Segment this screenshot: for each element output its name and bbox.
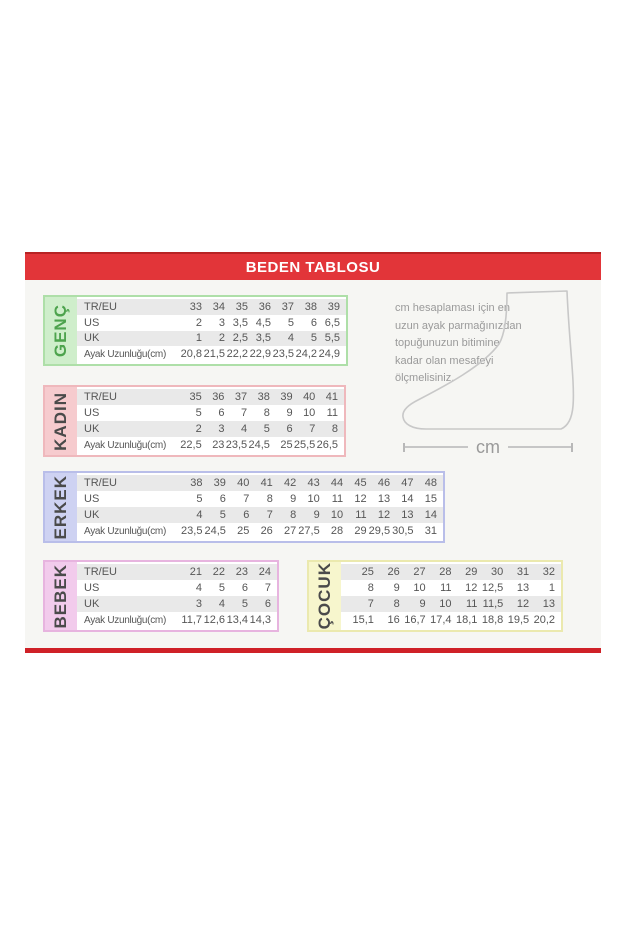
size-value: 7 xyxy=(266,509,273,521)
size-value: 8 xyxy=(266,493,273,505)
size-value: 3 xyxy=(195,598,202,610)
size-value: 39 xyxy=(280,391,293,403)
size-value: 46 xyxy=(377,477,391,489)
row-label: Ayak Uzunluğu(cm) xyxy=(84,614,166,626)
category-band-kadin xyxy=(45,387,77,455)
size-value: 12 xyxy=(465,582,478,594)
row-label: Ayak Uzunluğu(cm) xyxy=(84,525,166,537)
note-line: ölçmelisiniz. xyxy=(395,372,455,384)
size-value: 27,5 xyxy=(298,525,320,537)
category-label: KADIN xyxy=(51,391,70,451)
size-value: 10 xyxy=(439,598,452,610)
size-value: 9 xyxy=(290,493,297,505)
size-value: 36 xyxy=(212,391,225,403)
size-value: 7 xyxy=(243,493,250,505)
size-value: 10 xyxy=(413,582,426,594)
size-value: 15 xyxy=(424,493,437,505)
size-value: 22,9 xyxy=(249,348,271,361)
size-value: 42 xyxy=(284,477,297,489)
category-band-genc xyxy=(45,297,77,364)
size-value: 14 xyxy=(401,493,414,505)
row-label: US xyxy=(84,407,100,419)
row-label: US xyxy=(84,316,100,329)
size-value: 41 xyxy=(325,391,339,403)
size-value: 7 xyxy=(264,582,271,594)
category-band-cocuk xyxy=(309,562,341,630)
size-value: 5 xyxy=(287,316,294,329)
size-value: 39 xyxy=(327,300,340,313)
table-row xyxy=(341,564,561,580)
size-value: 11,7 xyxy=(181,614,202,626)
size-value: 9 xyxy=(286,407,293,419)
size-value: 3 xyxy=(218,316,225,329)
row-label: TR/EU xyxy=(84,300,117,313)
size-value: 37 xyxy=(234,391,248,403)
size-value: 10 xyxy=(303,407,316,419)
size-value: 28 xyxy=(439,566,452,578)
measure-line-segment xyxy=(508,446,571,448)
size-value: 24,9 xyxy=(318,348,340,361)
size-value: 22,2 xyxy=(226,348,248,361)
size-table-genc xyxy=(43,295,348,366)
size-value: 26 xyxy=(260,525,273,537)
size-value: 8 xyxy=(393,598,400,610)
size-value: 8 xyxy=(331,423,339,435)
size-value: 10 xyxy=(307,493,320,505)
size-value: 6 xyxy=(264,598,271,610)
size-value: 19,5 xyxy=(507,614,530,626)
row-label: UK xyxy=(84,423,100,435)
size-value: 11 xyxy=(326,407,339,419)
size-value: 11 xyxy=(465,598,478,610)
size-value: 25 xyxy=(280,439,293,451)
size-value: 9 xyxy=(313,509,320,521)
foot-outline-illustration xyxy=(397,286,589,438)
size-value: 24,5 xyxy=(248,439,270,451)
size-value: 29,5 xyxy=(368,525,391,537)
size-value: 12 xyxy=(354,493,367,505)
cm-unit-label: cm xyxy=(476,437,500,457)
size-value: 18,1 xyxy=(455,614,478,626)
size-value: 10 xyxy=(330,509,344,521)
size-value: 9 xyxy=(393,582,400,594)
size-value: 47 xyxy=(401,477,414,489)
size-value: 20,2 xyxy=(533,614,555,626)
size-value: 24 xyxy=(258,566,271,578)
size-value: 29 xyxy=(465,566,478,578)
size-value: 14,3 xyxy=(249,614,271,626)
row-label: TR/EU xyxy=(84,566,117,578)
size-value: 38 xyxy=(304,300,317,313)
size-value: 34 xyxy=(212,300,225,313)
size-value: 26,5 xyxy=(316,439,339,451)
size-value: 4 xyxy=(218,598,225,610)
size-value: 40 xyxy=(303,391,316,403)
measure-line-segment xyxy=(405,446,468,448)
size-value: 8 xyxy=(263,407,270,419)
size-value: 7 xyxy=(241,407,248,419)
table-row xyxy=(341,596,561,612)
size-value: 6 xyxy=(243,509,250,521)
measure-tick-right xyxy=(571,443,573,452)
size-value: 2 xyxy=(195,316,202,329)
size-value: 3,5 xyxy=(232,316,248,329)
size-table-bebek xyxy=(43,560,279,632)
size-value: 6 xyxy=(286,423,293,435)
table-row xyxy=(77,475,443,491)
size-table-cocuk xyxy=(307,560,563,632)
size-value: 38 xyxy=(190,477,203,489)
size-value: 13 xyxy=(377,493,391,505)
size-value: 27 xyxy=(413,566,426,578)
size-value: 2 xyxy=(218,332,225,345)
size-value: 24,5 xyxy=(204,525,226,537)
table-rows xyxy=(341,562,561,630)
size-value: 13 xyxy=(542,598,555,610)
size-value: 3,5 xyxy=(255,332,271,345)
size-value: 14 xyxy=(424,509,437,521)
size-value: 18,8 xyxy=(481,614,504,626)
size-value: 23,5 xyxy=(272,348,294,361)
size-value: 16,7 xyxy=(404,614,426,626)
category-band-bebek xyxy=(45,562,77,630)
table-rows xyxy=(77,473,443,541)
size-value: 17,4 xyxy=(430,614,452,626)
row-label: TR/EU xyxy=(84,477,117,489)
table-row xyxy=(341,580,561,596)
size-value: 4 xyxy=(195,582,202,594)
size-value: 5,5 xyxy=(324,332,340,345)
table-row xyxy=(77,315,346,331)
size-value: 1 xyxy=(195,332,202,345)
table-row xyxy=(77,346,346,362)
size-value: 25,5 xyxy=(293,439,316,451)
size-value: 36 xyxy=(258,300,271,313)
row-label: UK xyxy=(84,332,100,345)
size-value: 35 xyxy=(235,300,248,313)
size-value: 23 xyxy=(235,566,248,578)
size-value: 2 xyxy=(195,423,202,435)
size-value: 6 xyxy=(219,493,226,505)
size-value: 9 xyxy=(419,598,426,610)
size-value: 12,5 xyxy=(481,582,504,594)
size-value: 30 xyxy=(491,566,504,578)
size-value: 5 xyxy=(195,407,202,419)
category-band-erkek xyxy=(45,473,77,541)
size-value: 5 xyxy=(196,493,203,505)
row-label: US xyxy=(84,493,100,505)
table-row xyxy=(341,612,561,628)
size-value: 4 xyxy=(287,332,294,345)
size-value: 48 xyxy=(424,477,437,489)
size-value: 5 xyxy=(241,598,248,610)
size-value: 43 xyxy=(307,477,320,489)
cm-measure-line xyxy=(403,439,573,455)
size-value: 11 xyxy=(331,493,344,505)
size-value: 25 xyxy=(361,566,374,578)
page-title-banner xyxy=(25,252,601,280)
table-row xyxy=(77,491,443,507)
size-value: 26 xyxy=(387,566,400,578)
category-label: ERKEK xyxy=(51,474,70,540)
note-line: cm hesaplaması için en xyxy=(395,302,510,314)
size-table-erkek xyxy=(43,471,445,543)
size-value: 5 xyxy=(310,332,317,345)
size-value: 11,5 xyxy=(482,598,504,610)
size-value: 12 xyxy=(377,509,391,521)
size-value: 44 xyxy=(330,477,344,489)
table-rows xyxy=(77,387,344,455)
size-value: 23 xyxy=(212,439,225,451)
row-label: TR/EU xyxy=(84,391,117,403)
size-value: 30,5 xyxy=(392,525,414,537)
table-row xyxy=(77,331,346,347)
size-value: 11 xyxy=(440,582,452,594)
size-value: 32 xyxy=(542,566,555,578)
size-value: 41 xyxy=(260,477,273,489)
size-value: 28 xyxy=(330,525,344,537)
size-value: 31 xyxy=(516,566,530,578)
category-label: BEBEK xyxy=(51,563,70,629)
size-value: 38 xyxy=(257,391,270,403)
note-line: topuğunuzun bitimine xyxy=(395,337,500,349)
row-label: Ayak Uzunluğu(cm) xyxy=(84,439,166,451)
size-value: 6,5 xyxy=(324,316,340,329)
bottom-red-line xyxy=(25,648,601,653)
size-value: 7 xyxy=(367,598,374,610)
size-value: 22 xyxy=(212,566,225,578)
size-value: 5 xyxy=(219,509,226,521)
size-value: 11 xyxy=(355,509,367,521)
size-value: 6 xyxy=(241,582,248,594)
table-row xyxy=(77,564,277,580)
size-value: 6 xyxy=(218,407,225,419)
table-rows xyxy=(77,562,277,630)
row-label: US xyxy=(84,582,100,594)
note-line: uzun ayak parmağınızdan xyxy=(395,319,522,332)
row-label: UK xyxy=(84,509,100,521)
size-value: 45 xyxy=(354,477,367,489)
size-value: 3 xyxy=(218,423,225,435)
size-value: 13 xyxy=(401,509,414,521)
size-table-kadin xyxy=(43,385,346,457)
size-value: 22,5 xyxy=(180,439,202,451)
table-row xyxy=(77,580,277,596)
table-row xyxy=(77,507,443,523)
category-label: ÇOCUK xyxy=(315,562,334,630)
table-row xyxy=(77,437,344,453)
size-value: 5 xyxy=(263,423,270,435)
size-value: 29 xyxy=(354,525,367,537)
size-value: 8 xyxy=(290,509,297,521)
size-value: 12 xyxy=(516,598,530,610)
table-row xyxy=(77,405,344,421)
table-row xyxy=(77,299,346,315)
size-value: 35 xyxy=(189,391,202,403)
size-value: 1 xyxy=(548,582,555,594)
row-label: UK xyxy=(84,598,100,610)
table-row xyxy=(77,421,344,437)
size-value: 33 xyxy=(189,300,202,313)
size-value: 8 xyxy=(367,582,374,594)
size-value: 23,5 xyxy=(225,439,248,451)
size-value: 24,2 xyxy=(295,348,317,361)
table-row xyxy=(77,389,344,405)
size-value: 5 xyxy=(218,582,225,594)
size-value: 31 xyxy=(424,525,437,537)
table-row xyxy=(77,596,277,612)
size-value: 4 xyxy=(241,423,248,435)
note-line: kadar olan mesafeyi xyxy=(395,354,494,367)
size-value: 13 xyxy=(516,582,530,594)
size-value: 37 xyxy=(281,300,294,313)
size-value: 13,4 xyxy=(226,614,248,626)
size-value: 25 xyxy=(237,525,250,537)
table-row xyxy=(77,612,277,628)
size-value: 2,5 xyxy=(232,332,248,345)
size-value: 39 xyxy=(213,477,226,489)
page-title: BEDEN TABLOSU xyxy=(245,258,381,276)
size-value: 12,6 xyxy=(203,614,225,626)
size-value: 27 xyxy=(284,525,297,537)
size-value: 7 xyxy=(309,423,316,435)
row-label: Ayak Uzunluğu(cm) xyxy=(84,348,166,360)
size-value: 21,5 xyxy=(203,348,225,361)
size-value: 15,1 xyxy=(352,614,374,626)
category-label: GENÇ xyxy=(51,303,70,358)
size-value: 4,5 xyxy=(255,316,271,329)
table-rows xyxy=(77,297,346,364)
size-value: 16 xyxy=(387,614,400,626)
size-chart-panel xyxy=(25,280,601,648)
table-row xyxy=(77,523,443,539)
size-value: 23,5 xyxy=(181,525,203,537)
size-value: 40 xyxy=(237,477,250,489)
size-value: 21 xyxy=(189,566,202,578)
size-value: 4 xyxy=(196,509,203,521)
size-value: 6 xyxy=(310,316,317,329)
size-value: 20,8 xyxy=(180,348,202,361)
